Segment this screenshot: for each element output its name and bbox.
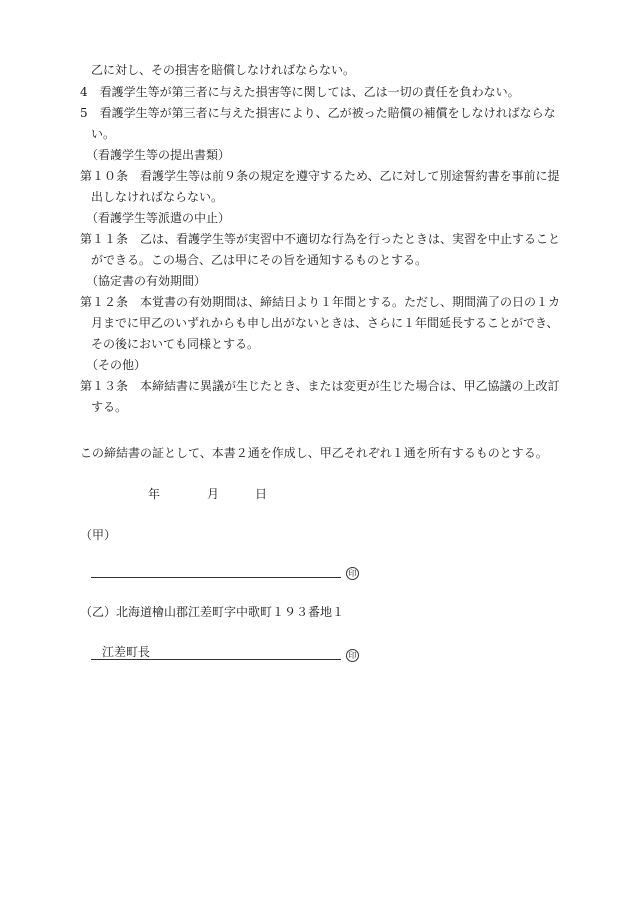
party-b-title: 江差町長: [102, 645, 151, 659]
party-a-signature-line: [91, 577, 341, 578]
clause-line: 月までに甲乙のいずれからも申し出がないときは、さらに１年間延長することができ、: [91, 316, 559, 330]
clause-line: 第１１条 乙は、看護学生等が実習中不適切な行為を行ったときは、実習を中止すること: [80, 232, 561, 246]
article-heading: （看護学生等の提出書類）: [86, 148, 231, 162]
clause-line: ができる。この場合、乙は甲にその旨を通知するものとする。: [91, 253, 428, 267]
clause-line: 第１３条 本締結書に異議が生じたとき、または変更が生じた場合は、甲乙協議の上改訂: [80, 379, 560, 393]
clause-line: 出しなければならない。: [91, 190, 224, 204]
party-b-signature-line: [91, 659, 341, 660]
party-a-label: （甲）: [80, 528, 117, 542]
date-year: 年: [148, 487, 161, 501]
party-b-seal-icon: 印: [346, 649, 359, 662]
clause-line: 第１２条 本覚書の有効期間は、締結日より１年間とする。ただし、期間満了の日の１カ: [80, 295, 561, 309]
article-heading: （協定書の有効期間）: [86, 274, 207, 288]
clause-line: 乙に対し、その損害を賠償しなければならない。: [91, 63, 356, 77]
date-day: 日: [255, 487, 268, 501]
clause-line: その後においても同様とする。: [91, 337, 260, 351]
clause-line: 第１０条 看護学生等は前９条の規定を遵守するため、乙に対して別途誓約書を事前に提: [80, 169, 560, 183]
clause-line: 5 看護学生等が第三者に与えた損害により、乙が被った賠償の補償をしなければならな: [80, 106, 556, 120]
closing-statement: この締結書の証として、本書２通を作成し、甲乙それぞれ１通を所有するものとする。: [80, 446, 548, 460]
date-month: 月: [207, 487, 220, 501]
clause-line: 4 看護学生等が第三者に与えた損害等に関しては、乙は一切の責任を負わない。: [80, 85, 520, 99]
article-heading: （その他）: [86, 358, 147, 372]
clause-line: い。: [91, 127, 116, 141]
party-b-label: （乙）北海道檜山郡江差町字中歌町１９３番地１: [80, 605, 345, 619]
party-a-seal-icon: 印: [346, 567, 359, 580]
clause-line: する。: [91, 400, 128, 414]
article-heading: （看護学生等派遣の中止）: [86, 211, 231, 225]
